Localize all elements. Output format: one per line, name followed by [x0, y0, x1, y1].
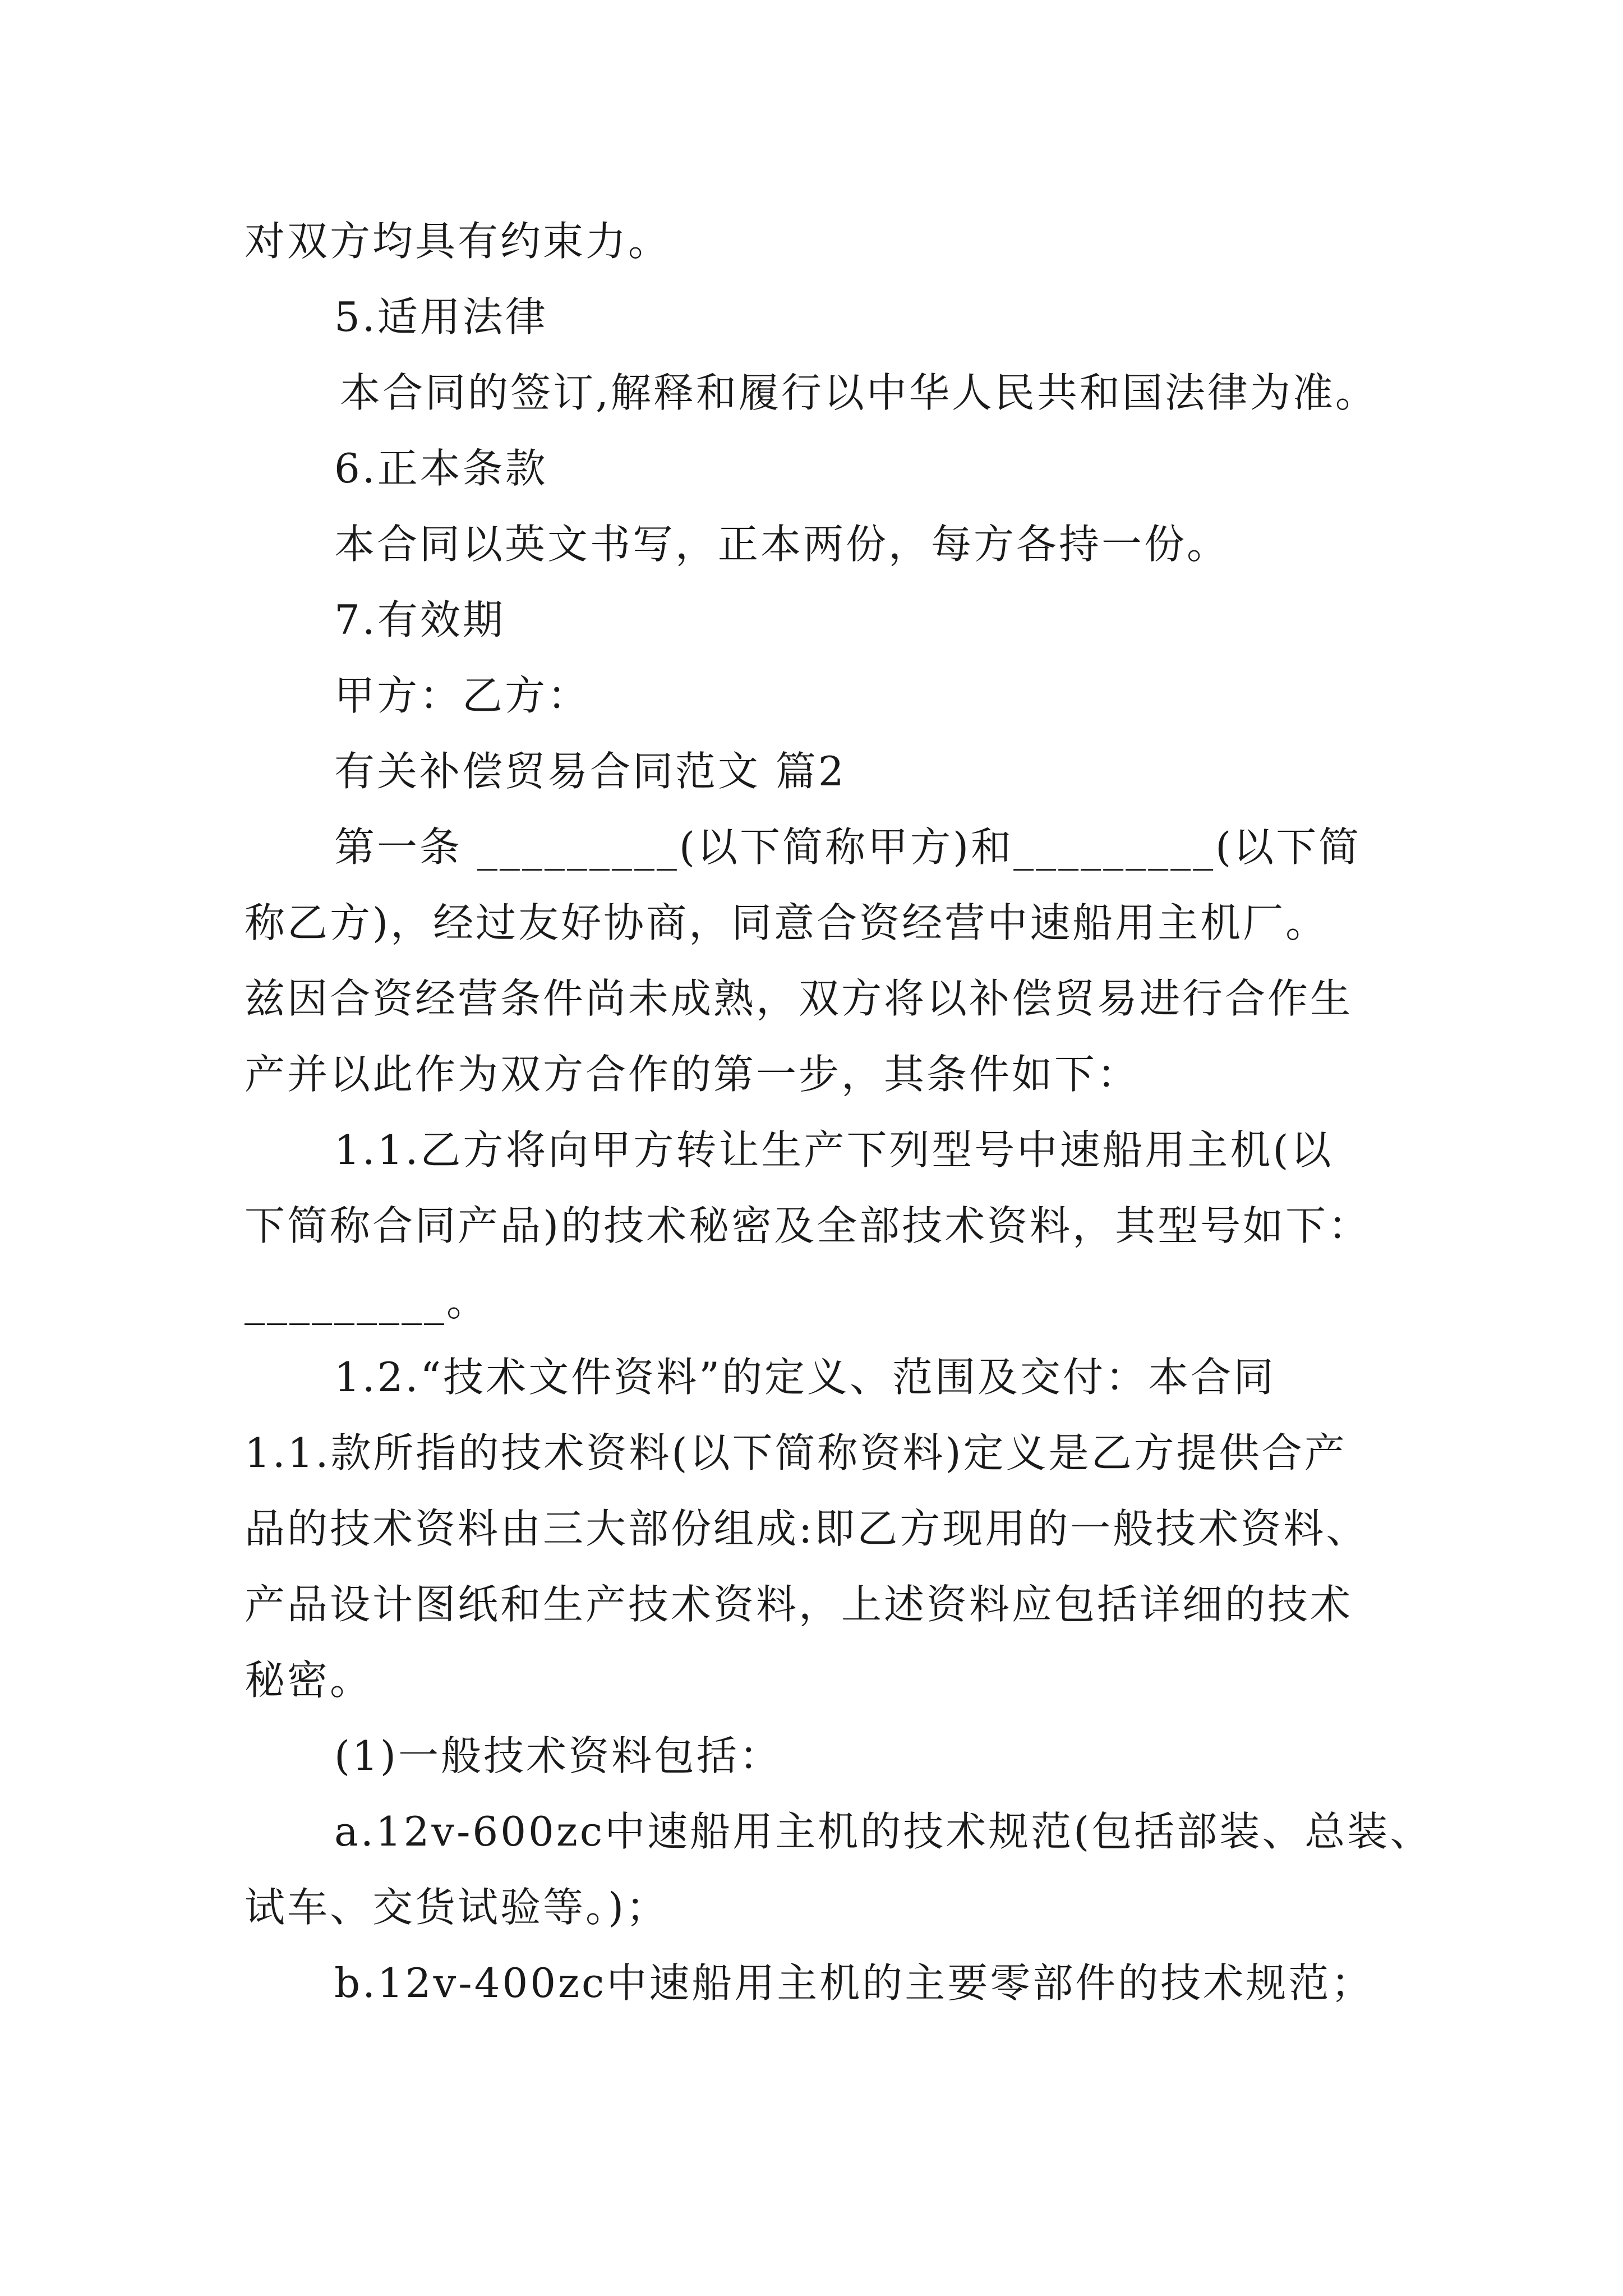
paragraph-line: 第一条 _________(以下简称甲方)和_________(以下简 — [334, 823, 1362, 871]
list-heading: (1)一般技术资料包括： — [334, 1732, 782, 1779]
section-heading: 7.有效期 — [334, 596, 505, 643]
paragraph-line: 1.2.“技术文件资料”的定义、范围及交付：本合同 — [334, 1354, 1276, 1401]
list-item: b.12v-400zc中速船用主机的主要零部件的技术规范； — [334, 1959, 1374, 2007]
paragraph-line: 1.1.款所指的技术资料(以下简称资料)定义是乙方提供合产 — [245, 1429, 1347, 1476]
paragraph-line: 产品设计图纸和生产技术资料，上述资料应包括详细的技术 — [245, 1581, 1353, 1628]
paragraph-line: 对双方均具有约束力。 — [245, 218, 671, 265]
paragraph-line: _________。 — [245, 1278, 490, 1325]
section-heading: 5.适用法律 — [334, 293, 548, 341]
paragraph-line: 兹因合资经营条件尚未成熟，双方将以补偿贸易进行合作生 — [245, 975, 1353, 1022]
paragraph-line: 品的技术资料由三大部份组成:即乙方现用的一般技术资料、 — [245, 1505, 1369, 1552]
signature-line: 甲方：乙方： — [334, 672, 591, 719]
section-heading: 6.正本条款 — [334, 445, 548, 492]
paragraph-line: 称乙方)，经过友好协商，同意合资经营中速船用主机厂。 — [245, 899, 1329, 946]
paragraph-line: 本合同以英文书写，正本两份，每方各持一份。 — [334, 521, 1230, 568]
list-item: a.12v-600zc中速船用主机的技术规范(包括部装、总装、 — [334, 1808, 1433, 1855]
paragraph-line: 下简称合同产品)的技术秘密及全部技术资料，其型号如下： — [245, 1202, 1371, 1249]
paragraph-line: 本合同的签订,解释和履行以中华人民共和国法律为准。 — [340, 369, 1378, 416]
paragraph-line: 1.1.乙方将向甲方转让生产下列型号中速船用主机(以 — [334, 1126, 1334, 1174]
document-title: 有关补偿贸易合同范文 篇2 — [334, 748, 846, 795]
list-item: 试车、交货试验等。)； — [245, 1884, 669, 1931]
paragraph-line: 秘密。 — [245, 1657, 373, 1704]
paragraph-line: 产并以此作为双方合作的第一步，其条件如下： — [245, 1051, 1140, 1098]
